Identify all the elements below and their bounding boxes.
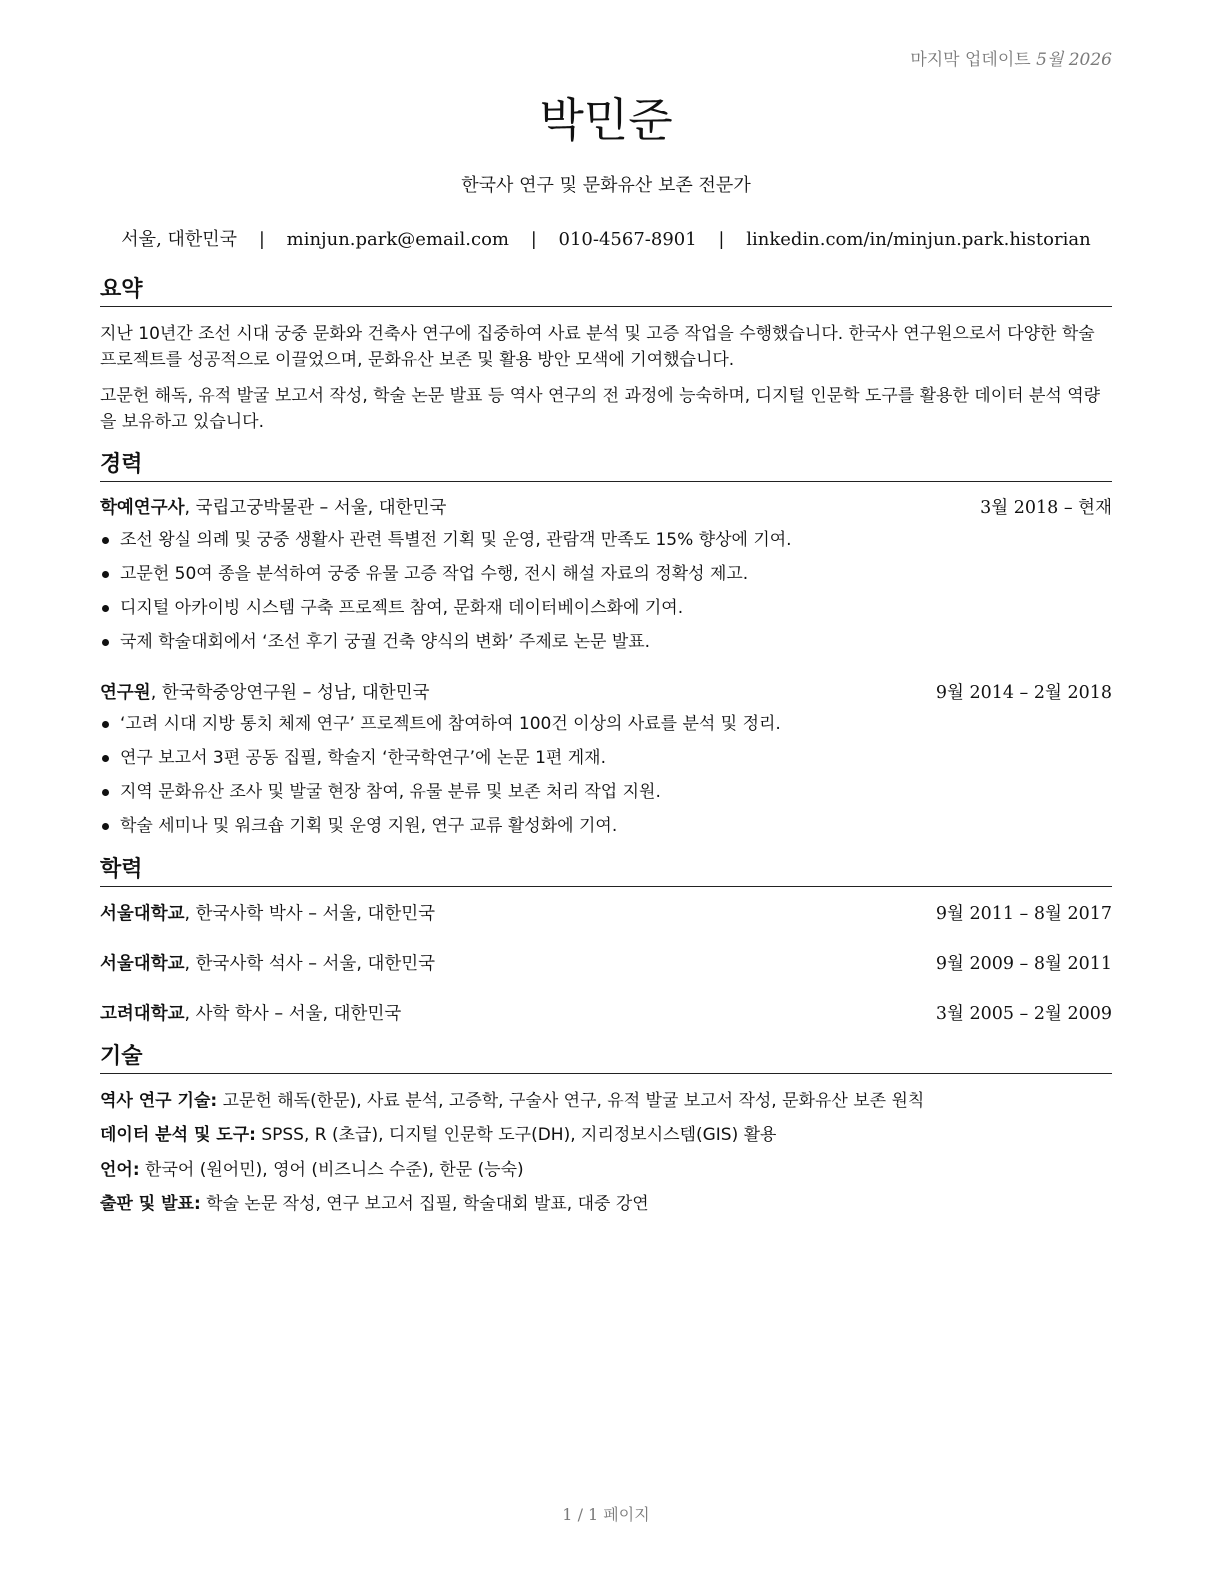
job-role: 학예연구사 bbox=[100, 498, 185, 518]
education-date: 3월 2005 – 2월 2009 bbox=[935, 1004, 1112, 1024]
skill-label: 데이터 분석 및 도구: bbox=[100, 1125, 256, 1145]
education-entry bbox=[100, 901, 1112, 927]
experience-entry-header bbox=[100, 495, 1112, 521]
list-item: 디지털 아카이빙 시스템 구축 프로젝트 참여, 문화재 데이터베이스화에 기여. bbox=[100, 595, 1112, 629]
skill-value: SPSS, R (초급), 디지털 인문학 도구(DH), 지리정보시스템(GIS) 활용 bbox=[255, 1125, 777, 1145]
experience-bullets bbox=[100, 711, 1112, 847]
education-date: 9월 2009 – 8월 2011 bbox=[935, 954, 1112, 974]
job-role: 연구원 bbox=[100, 683, 151, 703]
contact-linkedin-link[interactable]: linkedin.com/in/minjun.park.historian bbox=[746, 229, 1091, 250]
last-updated-prefix: 마지막 업데이트 bbox=[910, 50, 1037, 70]
education-date: 9월 2011 – 8월 2017 bbox=[935, 904, 1112, 924]
person-name: 박민준 bbox=[539, 93, 673, 147]
school-name: 고려대학교 bbox=[100, 1004, 185, 1024]
school-name: 서울대학교 bbox=[100, 904, 185, 924]
list-item: ‘고려 시대 지방 통치 체제 연구’ 프로젝트에 참여하여 100건 이상의 사료를 분석 및 정리. bbox=[100, 711, 1112, 745]
job-organization: , 국립고궁박물관 – 서울, 대한민국 bbox=[184, 498, 447, 518]
list-item: 국제 학술대회에서 ‘조선 후기 궁궐 건축 양식의 변화’ 주제로 논문 발표. bbox=[100, 629, 1112, 663]
skill-value: 고문헌 해독(한문), 사료 분석, 고증학, 구술사 연구, 유적 발굴 보고서 작성, 문화유산 보존 원칙 bbox=[217, 1091, 925, 1111]
skill-value: 한국어 (원어민), 영어 (비즈니스 수준), 한문 (능숙) bbox=[139, 1160, 524, 1180]
contact-separator: | bbox=[258, 229, 265, 250]
list-item: 지역 문화유산 조사 및 발굴 현장 참여, 유물 분류 및 보존 처리 작업 지원. bbox=[100, 779, 1112, 813]
resume-page bbox=[100, 0, 1112, 1584]
contact-line bbox=[100, 225, 1112, 251]
professional-title: 한국사 연구 및 문화유산 보존 전문가 bbox=[461, 175, 751, 196]
degree-detail: , 사학 학사 – 서울, 대한민국 bbox=[184, 1004, 402, 1024]
job-date: 9월 2014 – 2월 2018 bbox=[935, 683, 1112, 703]
last-updated-year: 2026 bbox=[1068, 50, 1112, 70]
skill-label: 출판 및 발표: bbox=[100, 1194, 201, 1214]
job-organization: , 한국학중앙연구원 – 성남, 대한민국 bbox=[150, 683, 430, 703]
section-title-skills: 기술 bbox=[100, 1043, 1112, 1074]
contact-separator: | bbox=[718, 229, 725, 250]
list-item: 연구 보고서 3편 공동 집필, 학술지 ‘한국학연구’에 논문 1편 게재. bbox=[100, 745, 1112, 779]
list-item: 조선 왕실 의례 및 궁중 생활사 관련 특별전 기획 및 운영, 관람객 만족도 15% 향상에 기여. bbox=[100, 527, 1112, 561]
last-updated-month: 5월 bbox=[1036, 50, 1064, 70]
list-item: 학술 세미나 및 워크숍 기획 및 운영 지원, 연구 교류 활성화에 기여. bbox=[100, 813, 1112, 847]
degree-detail: , 한국사학 석사 – 서울, 대한민국 bbox=[184, 954, 436, 974]
section-title-education: 학력 bbox=[100, 856, 1112, 887]
contact-phone: 010-4567-8901 bbox=[558, 229, 697, 250]
skill-label: 언어: bbox=[100, 1160, 140, 1180]
degree-detail: , 한국사학 박사 – 서울, 대한민국 bbox=[184, 904, 436, 924]
job-date: 3월 2018 – 현재 bbox=[980, 498, 1112, 518]
skill-value: 학술 논문 작성, 연구 보고서 집필, 학술대회 발표, 대중 강연 bbox=[200, 1194, 649, 1214]
skill-line bbox=[100, 1088, 1112, 1114]
skill-line bbox=[100, 1122, 1112, 1148]
experience-bullets bbox=[100, 527, 1112, 663]
summary-paragraph: 고문헌 해독, 유적 발굴 보고서 작성, 학술 논문 발표 등 역사 연구의 전 과정에 능숙하며, 디지털 인문학 도구를 활용한 데이터 분석 역량을 보유하고 있습니다. bbox=[100, 386, 1101, 432]
contact-location: 서울, 대한민국 bbox=[121, 229, 238, 250]
education-entry bbox=[100, 1001, 1112, 1027]
skill-line bbox=[100, 1157, 1112, 1183]
summary-paragraph: 지난 10년간 조선 시대 궁중 문화와 건축사 연구에 집중하여 사료 분석 및 고증 작업을 수행했습니다. 한국사 연구원으로서 다양한 학술 프로젝트를 성공적으로 이끌었으며, 문화유산 보존 및 활용 방안 모색에 기여했습니다. bbox=[100, 324, 1095, 370]
section-title-experience: 경력 bbox=[100, 451, 1112, 482]
contact-email-link[interactable]: minjun.park@email.com bbox=[286, 229, 509, 250]
section-title-summary: 요약 bbox=[100, 276, 1112, 307]
page-number: 1 / 1 페이지 bbox=[562, 1505, 650, 1524]
education-entry bbox=[100, 951, 1112, 977]
contact-separator: | bbox=[530, 229, 537, 250]
experience-entry-header bbox=[100, 680, 1112, 706]
last-updated bbox=[910, 45, 1112, 70]
skill-line bbox=[100, 1191, 1112, 1217]
school-name: 서울대학교 bbox=[100, 954, 185, 974]
skill-label: 역사 연구 기술: bbox=[100, 1091, 218, 1111]
list-item: 고문헌 50여 종을 분석하여 궁중 유물 고증 작업 수행, 전시 해설 자료의 정확성 제고. bbox=[100, 561, 1112, 595]
